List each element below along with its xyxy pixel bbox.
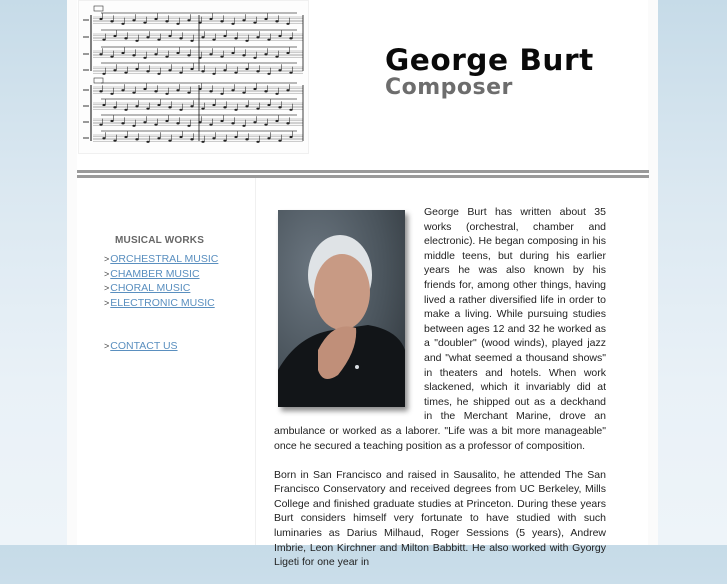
nav-item-contact (104, 339, 254, 354)
link-orchestral-music[interactable]: ORCHESTRAL MUSIC (110, 253, 219, 265)
header-divider-bottom (77, 175, 649, 178)
column-divider (255, 178, 256, 545)
nav-item-electronic (104, 296, 254, 311)
site-subtitle: Composer (385, 75, 513, 100)
link-choral-music[interactable]: CHORAL MUSIC (110, 282, 191, 294)
arrow-icon: > (104, 268, 110, 279)
nav-item-choral (104, 281, 254, 296)
nav-heading-musical-works: MUSICAL WORKS (115, 235, 205, 246)
sidebar-nav (104, 235, 254, 354)
arrow-icon: > (104, 283, 110, 293)
bio-content (274, 205, 606, 584)
nav-item-orchestral (104, 252, 254, 267)
score-image (78, 0, 309, 154)
link-electronic-music[interactable]: ELECTRONIC MUSIC (110, 296, 215, 309)
nav-item-chamber (104, 267, 254, 282)
music-score-graphic (79, 1, 308, 153)
site-header (385, 43, 594, 100)
bio-paragraph-1: George Burt has written about 35 works (orchestral, chamber and electronic). He began composing in his middle teens, but during his earlier years he was also known by his friends for, among other things, having lived a rather diversified life in order to make a living. While pursuing studies between ages 12 and 32 he worked as a "doubler" (wood winds), played jazz and "what seemed a thousand shows" in theaters and hotels. When work slackened, which it invariably did at times, he shipped out as a deckhand in the Merchant Marine, drove an ambulance or worked as a laborer. "Life was a bit more manageable" once he secured a teaching position as a professor of composition. (274, 206, 606, 452)
link-contact-us[interactable]: CONTACT US (110, 340, 178, 352)
arrow-icon: > (104, 254, 110, 264)
header-divider-top (77, 170, 649, 173)
arrow-icon: > (104, 297, 110, 308)
site-title: George Burt (385, 43, 594, 77)
link-chamber-music[interactable]: CHAMBER MUSIC (110, 267, 200, 280)
arrow-icon: > (104, 341, 110, 351)
bio-paragraph-2: Born in San Francisco and raised in Sausalito, he attended The San Francisco Conservatory and received degrees from UC Berkeley, Mills College and finished graduate studies at Princeton. During these years Burt considers himself very fortunate to have studied with such luminaries as Darius Milhaud, Roger Sessions (5 years), Andrew Imbrie, Leon Kirchner and Milton Babbitt. He also worked with Gyorgy Ligeti for one year in (274, 468, 606, 569)
